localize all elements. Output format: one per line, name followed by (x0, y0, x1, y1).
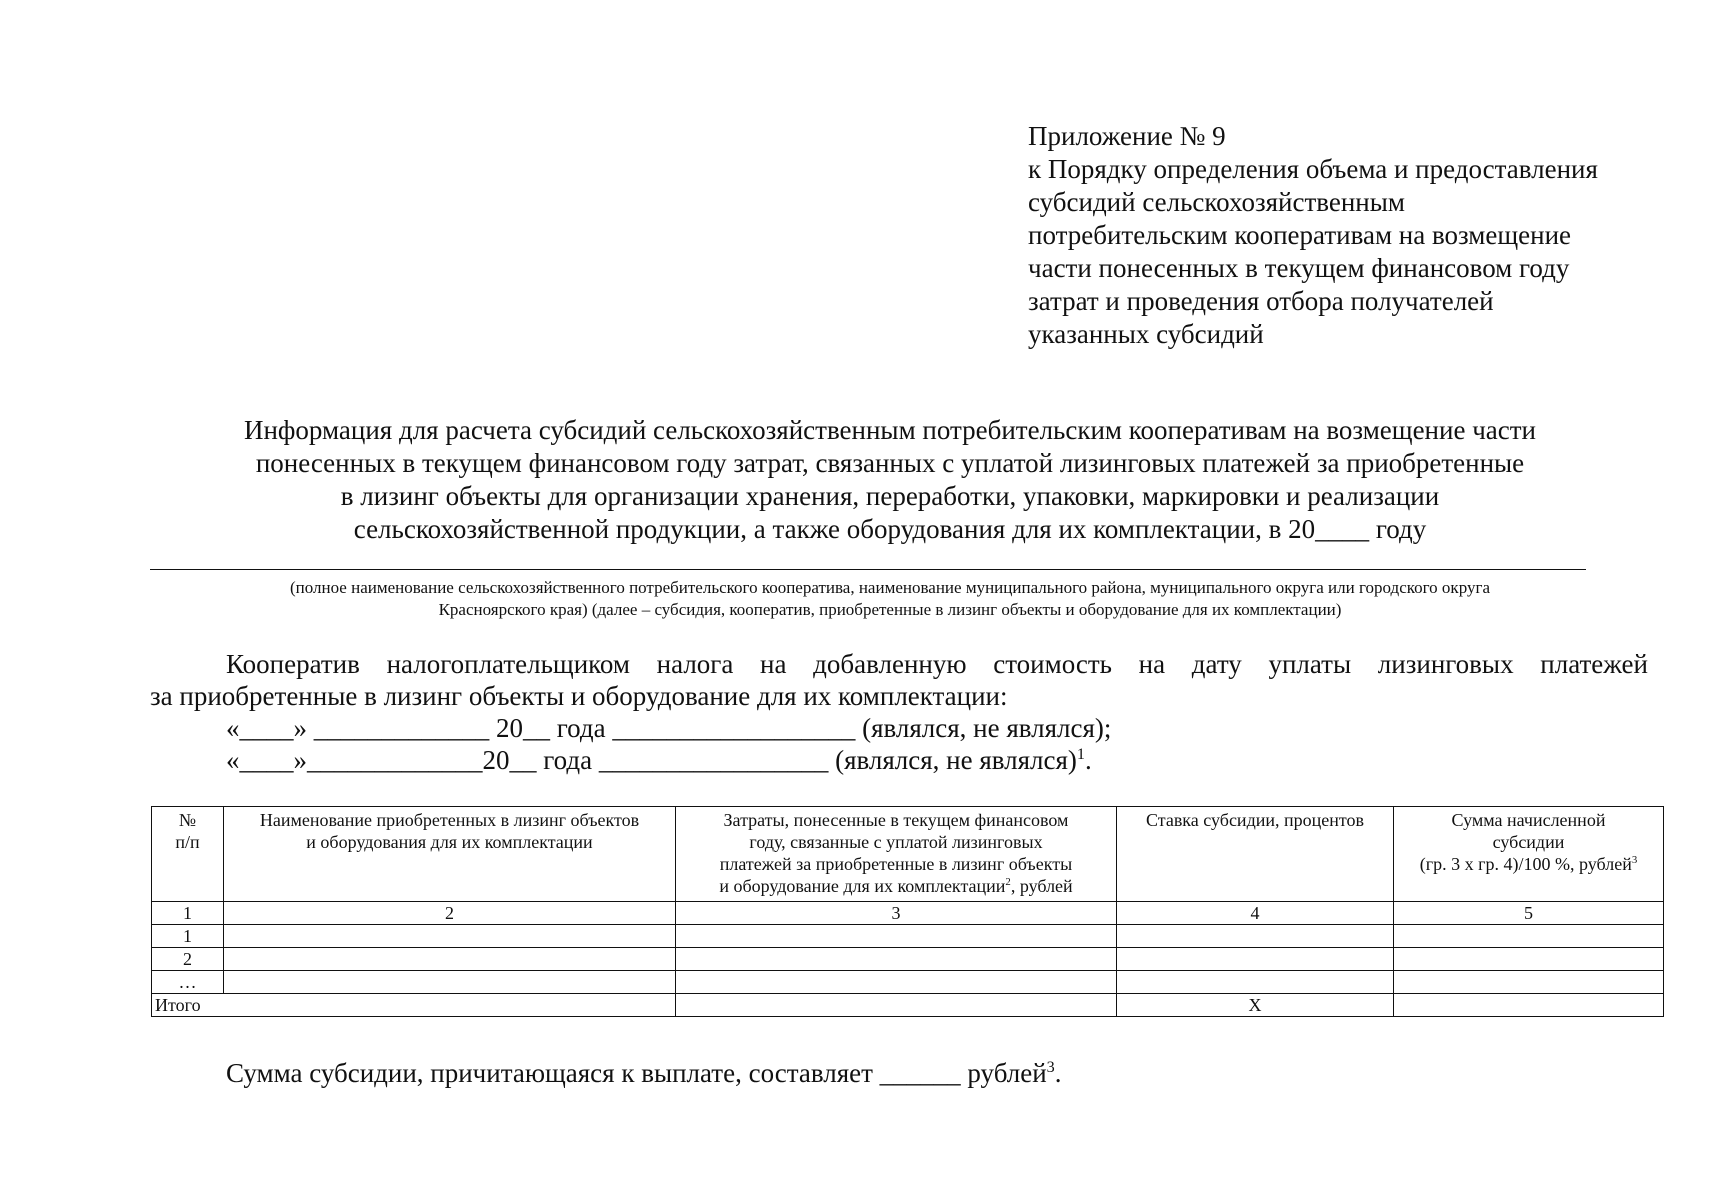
vat-line-2: за приобретенные в лизинг объекты и оборудование для их комплектации: (150, 681, 1008, 711)
total-row (152, 994, 1664, 1017)
document-title (150, 414, 1630, 546)
title-line: Информация для расчета субсидий сельскохозяйственным потребительским кооперативам на возмещение части (243, 415, 1536, 445)
table-row (152, 948, 1664, 971)
row-rate (1117, 925, 1394, 948)
header-costs: Затраты, понесенные в текущем финансовом году, связанные с уплатой лизинговых платежей за приобретенные в лизинг объекты и оборудование для их комплектации$^2$, рублей (676, 807, 1117, 902)
column-number: 2 (224, 902, 676, 925)
row-num: 1 (152, 925, 224, 948)
row-num: … (152, 971, 224, 994)
vat-date-line-2-text: «____»_____________20__ года _________________ (являлся, не являлся) (226, 745, 1077, 775)
vat-line-1: Кооператив налогоплательщиком налога на добавленную стоимость на дату уплаты лизинговых платежей (226, 649, 1648, 679)
column-number: 5 (1394, 902, 1664, 925)
table-row (152, 925, 1664, 948)
appendix-line: потребительским кооперативам на возмещение (1028, 220, 1572, 250)
title-line: в лизинг объекты для организации хранения, переработки, упаковки, маркировки и реализации (340, 481, 1440, 511)
subsidy-sum-line (226, 1057, 1062, 1089)
appendix-block (1028, 120, 1668, 351)
appendix-line: субсидий сельскохозяйственным (1028, 187, 1405, 217)
footnote-ref: 1 (1076, 745, 1086, 763)
row-costs (676, 925, 1117, 948)
header-object-name: Наименование приобретенных в лизинг объектов и оборудования для их комплектации (224, 807, 676, 902)
footnote-ref: 3 (1046, 1058, 1055, 1076)
caption-line: Красноярского края) (далее – субсидия, кооператив, приобретенные в лизинг объекты и оборудование для их комплектации) (438, 600, 1342, 619)
total-label: Итого (152, 994, 676, 1017)
title-line: сельскохозяйственной продукции, а также оборудования для их комплектации, в 20____ году (353, 514, 1427, 544)
vat-date-line-2 (150, 744, 1648, 776)
row-rate (1117, 948, 1394, 971)
appendix-line: к Порядку определения объема и предоставления (1028, 154, 1598, 184)
vat-date-line-2-end: . (1085, 745, 1092, 775)
row-num: 2 (152, 948, 224, 971)
sum-text: Сумма субсидии, причитающаяся к выплате, составляет ______ рублей (226, 1058, 1047, 1088)
header-sum: Сумма начисленной субсидии (гр. 3 х гр. 4)/100 %, рублей$^3$ (1394, 807, 1664, 902)
row-rate (1117, 971, 1394, 994)
vat-date-line-1: «____» _____________ 20__ года __________________ (являлся, не являлся); (226, 713, 1112, 743)
total-sum (1394, 994, 1664, 1017)
cooperative-name-caption (150, 577, 1630, 621)
row-costs (676, 971, 1117, 994)
total-rate: Х (1117, 994, 1394, 1017)
column-number: 1 (152, 902, 224, 925)
header-rate: Ставка субсидии, процентов (1117, 807, 1394, 902)
row-costs (676, 948, 1117, 971)
title-line: понесенных в текущем финансовом году затрат, связанных с уплатой лизинговых платежей за приобретенные (255, 448, 1525, 478)
sum-end: . (1054, 1058, 1062, 1088)
appendix-line: указанных субсидий (1028, 319, 1264, 349)
table-header-row (152, 807, 1664, 902)
subsidy-table (151, 806, 1664, 1017)
caption-line: (полное наименование сельскохозяйственного потребительского кооператива, наименование муниципального района, муниципального округа или городского округа (289, 578, 1490, 597)
row-sum (1394, 971, 1664, 994)
vat-status-paragraph (150, 648, 1648, 776)
appendix-line: затрат и проведения отбора получателей (1028, 286, 1494, 316)
column-number: 4 (1117, 902, 1394, 925)
row-sum (1394, 948, 1664, 971)
row-sum (1394, 925, 1664, 948)
column-number: 3 (676, 902, 1117, 925)
appendix-number: Приложение № 9 (1028, 121, 1226, 151)
column-number-row (152, 902, 1664, 925)
row-name (224, 948, 676, 971)
cooperative-name-line (150, 569, 1586, 570)
row-name (224, 925, 676, 948)
table-row (152, 971, 1664, 994)
appendix-line: части понесенных в текущем финансовом году (1028, 253, 1570, 283)
header-num: № п/п (152, 807, 224, 902)
total-costs (676, 994, 1117, 1017)
row-name (224, 971, 676, 994)
